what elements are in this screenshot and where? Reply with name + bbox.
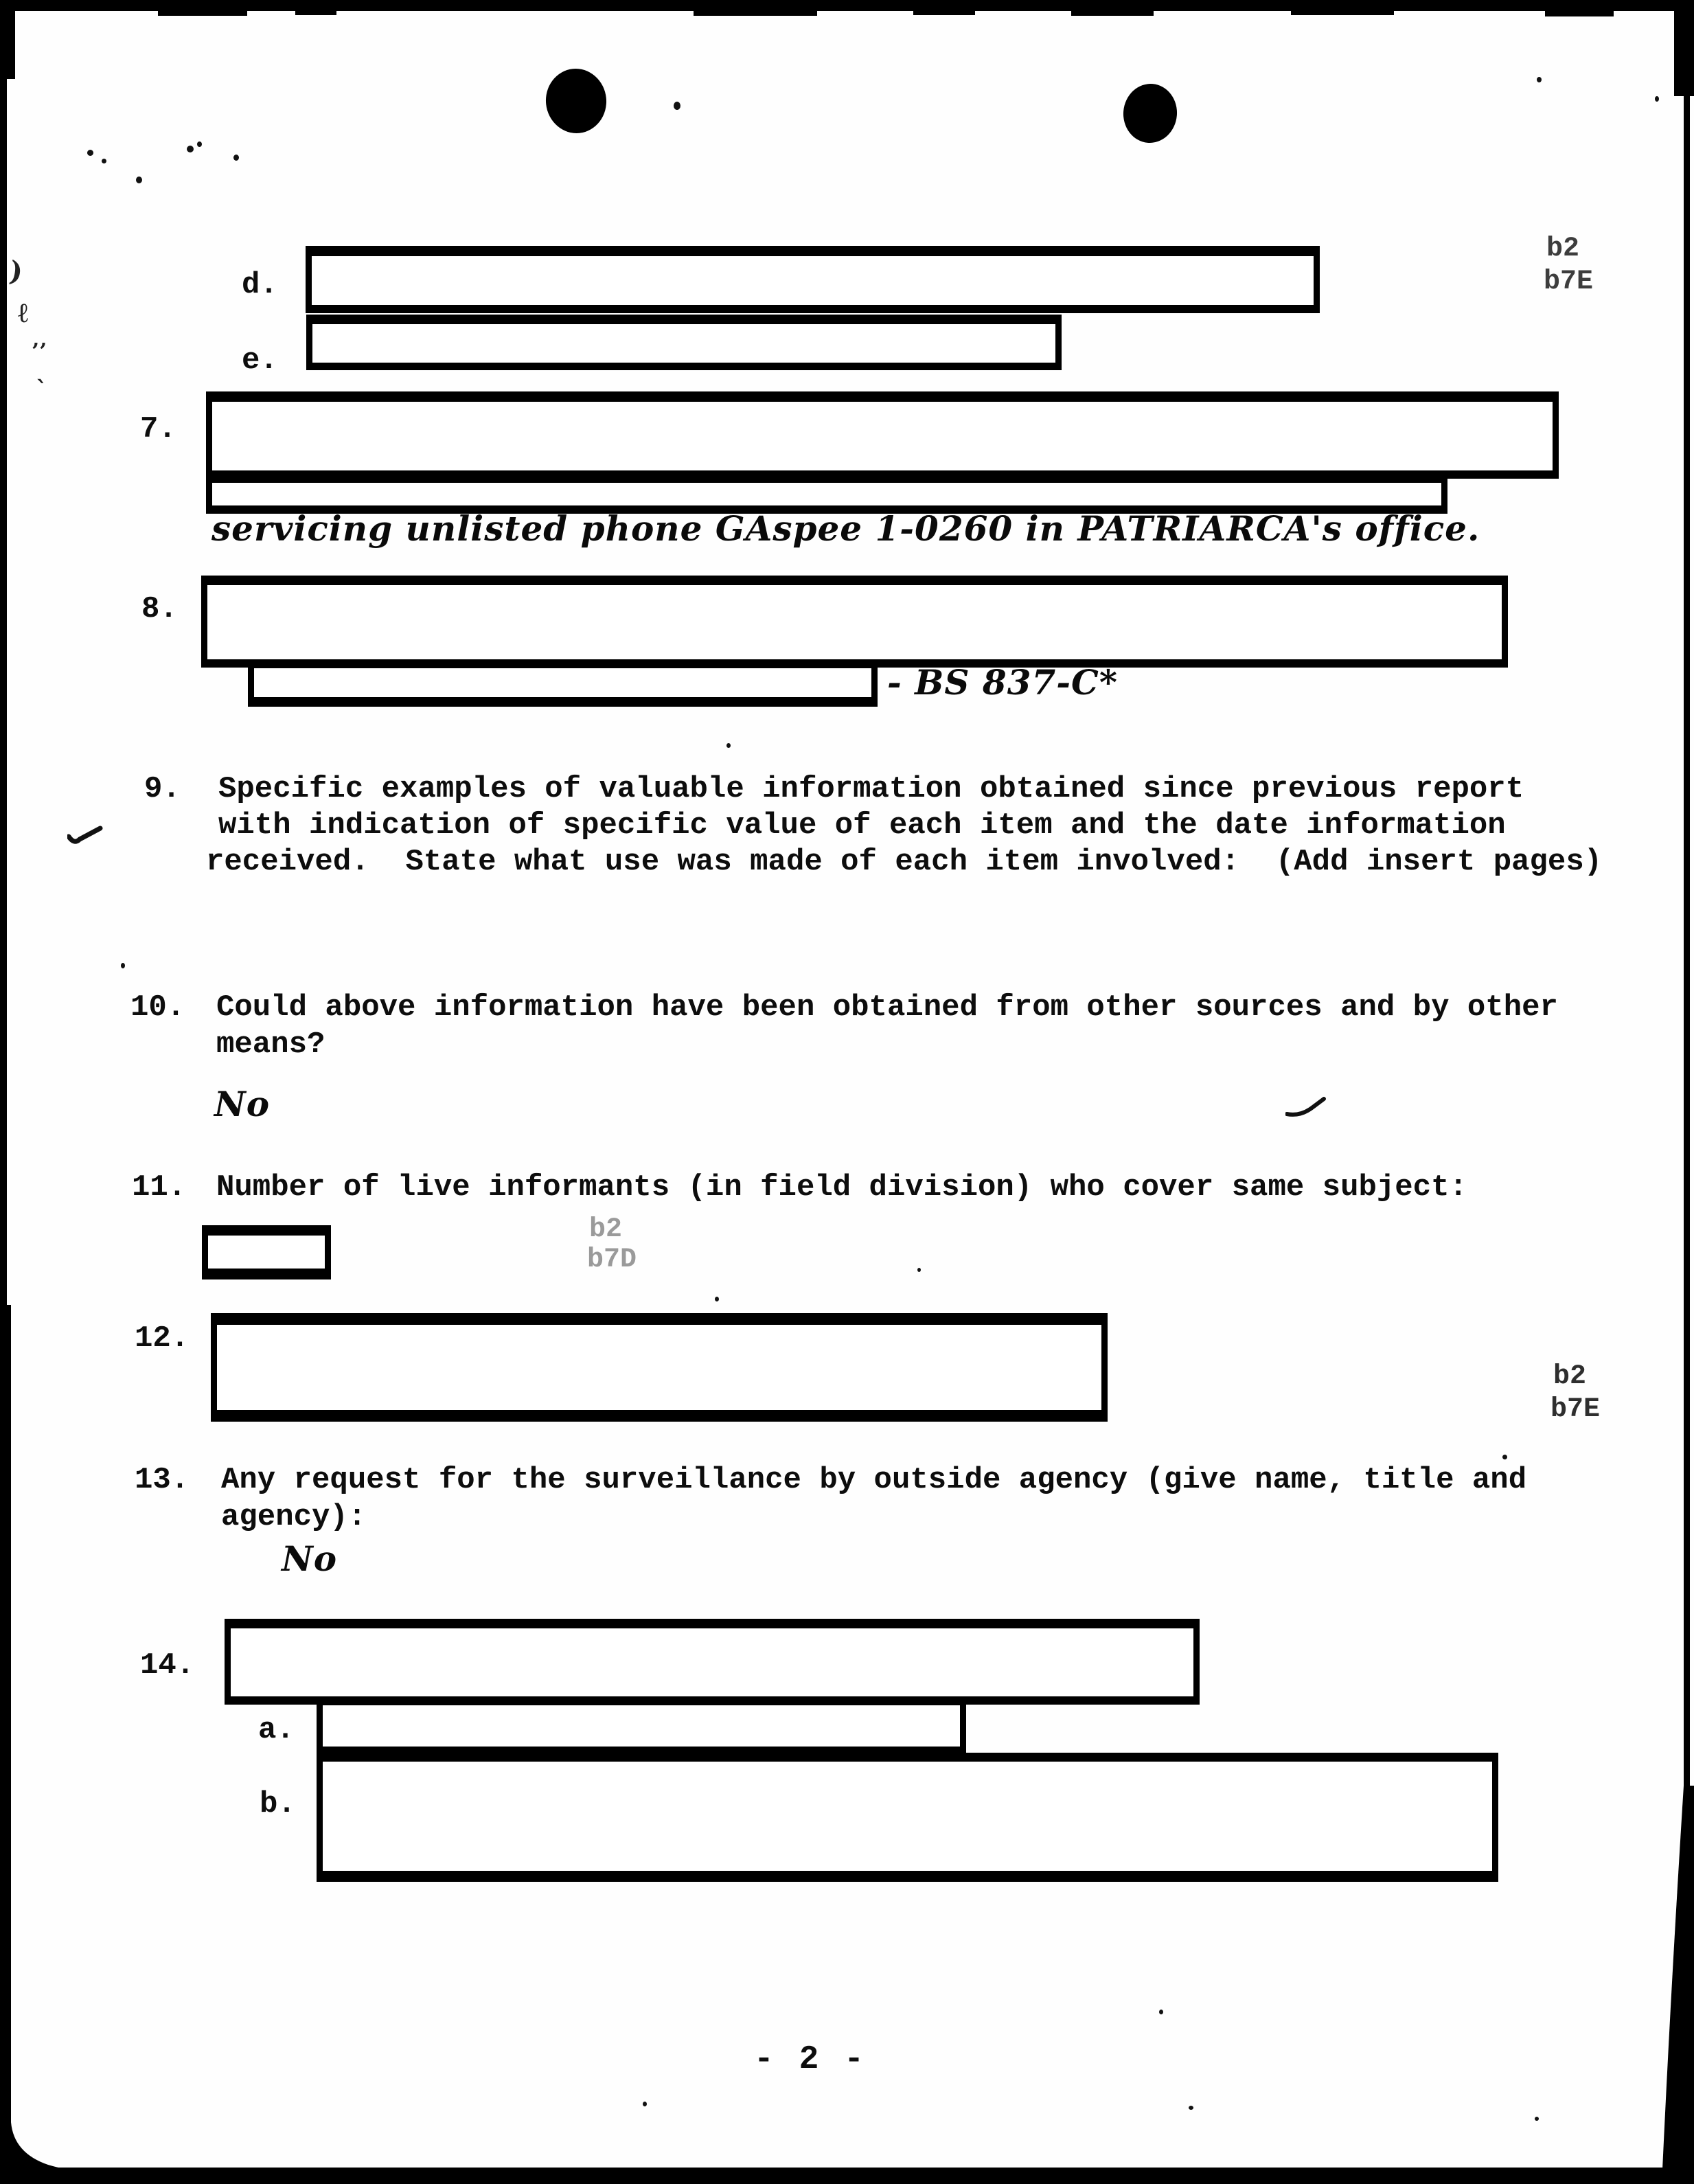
sub-item-d-label: d. xyxy=(242,268,278,302)
margin-artifact: ` xyxy=(36,376,47,404)
hole-punch-right xyxy=(1121,82,1179,145)
scan-speck xyxy=(715,1297,719,1301)
exemption-code-b7e: b7E xyxy=(1544,266,1594,297)
pen-flourish xyxy=(1285,1096,1327,1119)
scan-border-top-fringe xyxy=(1545,11,1614,16)
scan-speck xyxy=(726,743,731,748)
scan-border-top-fringe xyxy=(913,11,975,15)
scan-speck xyxy=(233,155,239,161)
scan-corner-top-right xyxy=(1674,0,1694,96)
item-10-line1: Could above information have been obtained from other sources and by other xyxy=(216,990,1558,1025)
item-13-answer: No xyxy=(282,1538,338,1579)
item-8-file-reference: - BS 837-C* xyxy=(887,662,1118,703)
scan-speck xyxy=(1537,77,1542,82)
page-number: - 2 - xyxy=(754,2041,867,2078)
scan-speck xyxy=(121,963,125,968)
scan-border-right-wedge xyxy=(1658,1786,1694,2184)
scan-border-top-fringe xyxy=(694,11,817,16)
item-9-line3: received. State what use was made of each item involved: (Add insert pages) xyxy=(206,845,1603,879)
scan-border-bottom xyxy=(41,2168,1694,2184)
item-10-line2: means? xyxy=(216,1027,325,1062)
scan-speck xyxy=(187,146,194,152)
redaction-box-d xyxy=(306,246,1320,313)
scan-speck xyxy=(1159,2010,1163,2014)
scan-speck xyxy=(917,1268,921,1272)
redaction-box-14-main xyxy=(225,1619,1200,1705)
scan-border-top-fringe xyxy=(1291,11,1394,15)
scan-border-left-thick xyxy=(0,1305,11,2150)
scan-speck xyxy=(197,141,202,147)
scan-corner-bottom-left xyxy=(0,2122,151,2184)
scan-border-top-fringe xyxy=(1071,11,1154,16)
hole-punch-left xyxy=(542,66,609,137)
sub-item-b-label: b. xyxy=(260,1787,296,1821)
scan-border-top xyxy=(0,0,1694,11)
scan-speck xyxy=(102,159,106,163)
scan-border-top-fringe xyxy=(158,11,247,16)
redaction-box-8-second xyxy=(248,661,878,707)
scan-speck xyxy=(674,102,680,110)
item-13-line2: agency): xyxy=(221,1500,367,1534)
redaction-box-11 xyxy=(202,1225,331,1279)
exemption-code-b2-right: b2 xyxy=(1553,1361,1587,1392)
scan-speck xyxy=(1535,2117,1539,2121)
item-9-number: 9. xyxy=(144,772,181,806)
scan-speck xyxy=(643,2102,647,2106)
sub-item-e-label: e. xyxy=(242,343,278,378)
scan-corner-top-left xyxy=(0,0,15,79)
exemption-code-b7d-informants: b7D xyxy=(587,1244,637,1275)
scan-border-right-line xyxy=(1684,0,1690,1799)
exemption-code-b2-informants: b2 xyxy=(589,1214,623,1245)
redaction-box-14a xyxy=(317,1696,966,1754)
redaction-box-12 xyxy=(211,1313,1108,1422)
item-9-line1: Specific examples of valuable information obtained since previous report xyxy=(218,772,1524,806)
scan-speck xyxy=(1502,1455,1507,1459)
pen-checkmark xyxy=(67,821,103,849)
item-7-answer: servicing unlisted phone GAspee 1-0260 in PATRIARCA's office. xyxy=(211,508,1480,549)
item-7-number: 7. xyxy=(140,412,176,446)
item-9-line2: with indication of specific value of each item and the date information xyxy=(218,808,1506,843)
item-10-answer: No xyxy=(214,1084,271,1124)
exemption-code-b7e-right: b7E xyxy=(1550,1394,1601,1425)
scan-speck xyxy=(136,177,142,183)
margin-artifact: ’’ xyxy=(32,338,47,364)
item-11-number: 11. xyxy=(132,1170,187,1205)
margin-artifact: ) xyxy=(7,254,25,289)
item-10-number: 10. xyxy=(130,990,185,1025)
redaction-box-14b xyxy=(317,1753,1498,1882)
item-11-line1: Number of live informants (in field division) who cover same subject: xyxy=(216,1170,1467,1205)
exemption-code-b2: b2 xyxy=(1546,234,1580,264)
item-14-number: 14. xyxy=(140,1648,195,1683)
item-12-number: 12. xyxy=(135,1321,190,1356)
margin-artifact: ℓ xyxy=(18,297,28,329)
redaction-box-8-main xyxy=(201,576,1508,668)
redaction-box-e xyxy=(306,315,1062,370)
item-13-number: 13. xyxy=(135,1463,190,1497)
scan-border-top-fringe xyxy=(295,11,336,15)
redaction-box-7-main xyxy=(206,391,1559,479)
scan-speck xyxy=(1189,2106,1193,2110)
item-8-number: 8. xyxy=(141,592,178,626)
item-13-line1: Any request for the surveillance by outside agency (give name, title and xyxy=(221,1463,1527,1497)
scan-speck xyxy=(87,150,93,156)
scan-speck xyxy=(1655,96,1659,102)
sub-item-a-label: a. xyxy=(258,1713,295,1747)
